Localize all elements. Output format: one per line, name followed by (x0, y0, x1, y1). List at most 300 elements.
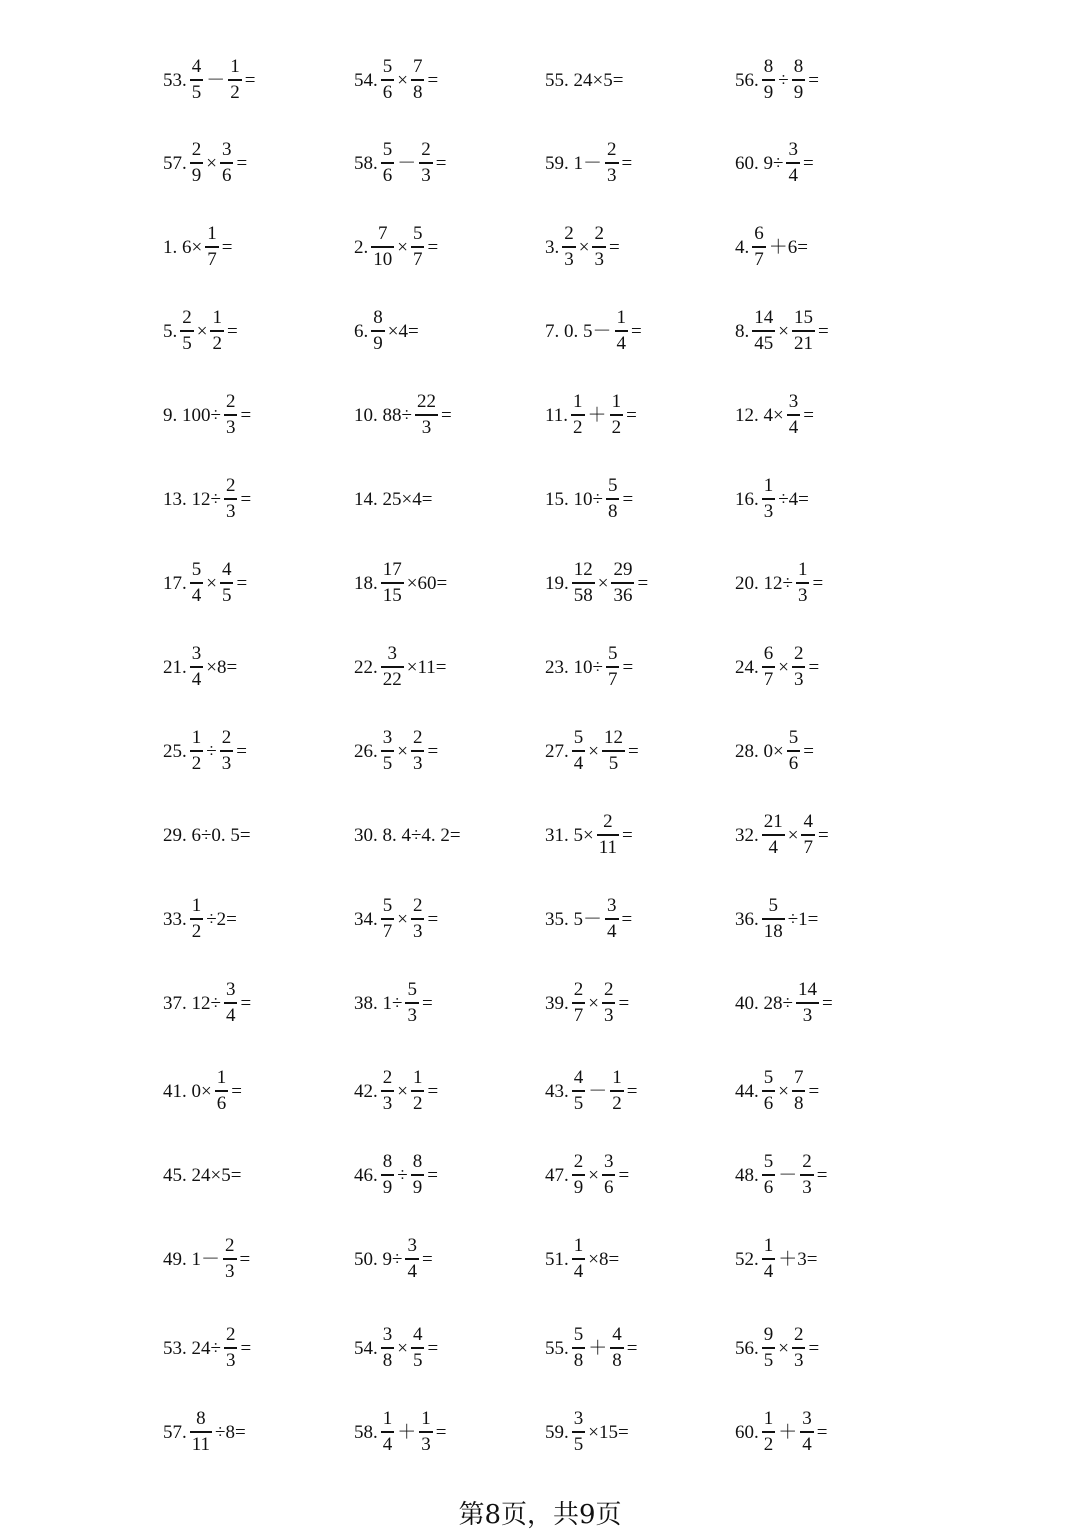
numerator: 7 (378, 223, 388, 245)
fraction (800, 1409, 814, 1454)
problem-8-3 (544, 637, 634, 697)
fraction-bar (190, 582, 204, 583)
fraction-bar (800, 1431, 814, 1432)
fraction-bar (762, 666, 776, 667)
numerator: 5 (382, 56, 393, 78)
denominator: 4 (788, 416, 799, 438)
expression-text: 8. (735, 320, 750, 342)
denominator: 3 (793, 1349, 804, 1371)
numerator: 5 (573, 1324, 584, 1346)
numerator: 1 (412, 1067, 423, 1089)
expression-text: 58. (354, 152, 378, 174)
expression-text: 46. (354, 1164, 378, 1186)
expression-text: = (427, 1164, 438, 1186)
problem-17-4 (734, 1402, 828, 1462)
fraction-bar (381, 1431, 395, 1432)
fraction (190, 140, 204, 185)
expression-text: － (778, 1164, 798, 1186)
numerator: 3 (387, 643, 397, 665)
denominator: 3 (407, 1004, 417, 1026)
numerator: 12 (603, 727, 623, 749)
fraction (411, 57, 425, 102)
denominator: 2 (230, 81, 240, 103)
page-footer: 第8页，共9页 (458, 1500, 622, 1530)
expression-text: 28. 0× (735, 740, 784, 762)
numerator: 5 (768, 895, 778, 917)
expression-text: = (817, 824, 829, 846)
numerator: 2 (412, 895, 423, 917)
expression-text: 21. (163, 656, 187, 678)
problem-12-4 (734, 973, 834, 1033)
numerator: 3 (573, 1408, 584, 1430)
expression-text: = (440, 404, 452, 426)
problem-11-3 (544, 889, 633, 949)
expression-text: ÷1= (787, 908, 819, 930)
expression-text: ＋ (588, 1337, 608, 1359)
fraction (205, 224, 219, 269)
fraction (592, 224, 606, 269)
expression-text: × (578, 236, 590, 258)
problem-1-1 (162, 50, 256, 110)
fraction-bar (381, 666, 404, 667)
numerator: 5 (382, 895, 393, 917)
fraction-bar (562, 246, 576, 247)
numerator: 3 (802, 1408, 812, 1430)
expression-text: 47. (545, 1164, 569, 1186)
numerator: 4 (573, 1067, 584, 1089)
fraction-bar (597, 834, 619, 835)
denominator: 3 (225, 416, 236, 438)
expression-text: 59. (545, 1421, 569, 1443)
numerator: 1 (763, 1408, 774, 1430)
fraction-bar (572, 750, 586, 751)
fraction-bar (224, 414, 238, 415)
fraction (381, 57, 395, 102)
problem-4-2 (353, 301, 420, 361)
expression-text: = (821, 992, 833, 1014)
expression-text: 58. (354, 1421, 378, 1443)
fraction-bar (411, 1347, 425, 1348)
numerator: 1 (212, 307, 222, 329)
problem-11-4 (734, 889, 819, 949)
problem-7-1 (162, 553, 248, 613)
denominator: 7 (803, 836, 813, 858)
denominator: 7 (763, 668, 774, 690)
expression-text: = (240, 992, 252, 1014)
expression-text: 45. 24×5= (163, 1164, 242, 1186)
expression-text: = (637, 572, 649, 594)
problem-4-4 (734, 301, 830, 361)
problem-16-4 (734, 1318, 820, 1378)
fraction (572, 1325, 586, 1370)
fraction (224, 392, 238, 437)
fraction (572, 1409, 586, 1454)
fraction-bar (787, 750, 801, 751)
fraction (762, 644, 776, 689)
denominator: 3 (594, 248, 604, 270)
denominator: 4 (616, 332, 627, 354)
fraction (220, 728, 234, 773)
expression-text: 51. (545, 1248, 569, 1270)
numerator: 2 (225, 1235, 235, 1257)
expression-text: = (631, 320, 642, 342)
fraction-bar (762, 1090, 776, 1091)
denominator: 2 (191, 920, 202, 942)
fraction (597, 812, 619, 857)
denominator: 3 (793, 668, 804, 690)
expression-text: = (803, 404, 814, 426)
expression-text: 48. (735, 1164, 759, 1186)
denominator: 6 (763, 1176, 774, 1198)
numerator: 14 (754, 307, 774, 329)
problem-9-3 (544, 721, 640, 781)
expression-text: = (812, 572, 824, 594)
fraction-bar (190, 666, 204, 667)
fraction-bar (792, 666, 806, 667)
denominator: 4 (607, 920, 617, 942)
expression-text: 5. (163, 320, 178, 342)
problem-7-2 (353, 553, 448, 613)
numerator: 6 (763, 643, 774, 665)
numerator: 4 (412, 1324, 423, 1346)
fraction (572, 560, 595, 605)
numerator: 2 (564, 223, 574, 245)
denominator: 3 (412, 752, 423, 774)
numerator: 2 (182, 307, 192, 329)
expression-text: × (397, 236, 408, 258)
expression-text: × (206, 572, 217, 594)
problem-7-4 (734, 553, 824, 613)
expression-text: ÷ (397, 1164, 408, 1186)
problem-2-1 (162, 133, 248, 193)
fraction-bar (572, 1090, 586, 1091)
problem-3-3 (544, 217, 621, 277)
numerator: 7 (412, 56, 423, 78)
numerator: 8 (196, 1408, 206, 1430)
expression-text: ÷ (778, 69, 789, 91)
expression-text: 29. 6÷0. 5= (163, 824, 251, 846)
expression-text: 60. 9÷ (735, 152, 784, 174)
problem-13-1 (162, 1061, 243, 1121)
fraction (792, 1325, 806, 1370)
expression-text: 53. (163, 69, 187, 91)
fraction-bar (602, 750, 625, 751)
numerator: 4 (191, 56, 202, 78)
fraction-bar (419, 1431, 433, 1432)
numerator: 1 (797, 559, 808, 581)
fraction-bar (228, 79, 242, 80)
denominator: 7 (382, 920, 393, 942)
expression-text: = (618, 1164, 630, 1186)
numerator: 3 (221, 139, 232, 161)
expression-text: 13. 12÷ (163, 488, 221, 510)
expression-text: × (778, 1337, 789, 1359)
numerator: 1 (207, 223, 217, 245)
numerator: 2 (573, 979, 584, 1001)
denominator: 8 (412, 81, 423, 103)
fraction (381, 1325, 395, 1370)
problem-2-3 (544, 133, 633, 193)
numerator: 8 (373, 307, 383, 329)
fraction-bar (606, 498, 620, 499)
expression-text: = (240, 1337, 252, 1359)
numerator: 17 (382, 559, 402, 581)
problem-10-3 (544, 805, 634, 865)
numerator: 1 (191, 727, 202, 749)
numerator: 2 (225, 475, 236, 497)
denominator: 3 (421, 164, 431, 186)
expression-text: ×4= (387, 320, 419, 342)
numerator: 2 (421, 139, 431, 161)
problem-8-4 (734, 637, 820, 697)
expression-text: × (397, 1337, 408, 1359)
expression-text: 55. 24×5= (545, 69, 624, 91)
expression-text: = (435, 152, 447, 174)
expression-text: 30. 8. 4÷4. 2= (354, 824, 461, 846)
numerator: 3 (225, 979, 236, 1001)
fraction-bar (792, 1347, 806, 1348)
fraction-bar (605, 918, 619, 919)
denominator: 2 (212, 332, 222, 354)
denominator: 3 (607, 164, 617, 186)
expression-text: 35. 5－ (545, 908, 603, 930)
fraction (615, 308, 629, 353)
expression-text: = (221, 236, 233, 258)
fraction-bar (411, 1174, 425, 1175)
denominator: 3 (797, 584, 808, 606)
fraction (801, 812, 815, 857)
fraction-bar (572, 1431, 586, 1432)
fraction (224, 1325, 238, 1370)
fraction-bar (405, 1002, 419, 1003)
expression-text: ＋ (778, 1421, 798, 1443)
numerator: 8 (412, 1151, 423, 1173)
fraction-bar (371, 246, 394, 247)
numerator: 5 (412, 223, 423, 245)
expression-text: 44. (735, 1080, 759, 1102)
fraction-bar (381, 79, 395, 80)
denominator: 3 (421, 1433, 431, 1455)
fraction-bar (592, 246, 606, 247)
fraction-bar (381, 918, 395, 919)
denominator: 8 (573, 1349, 584, 1371)
numerator: 3 (191, 643, 202, 665)
fraction (786, 140, 800, 185)
expression-text: = (808, 1080, 820, 1102)
denominator: 3 (225, 1260, 235, 1282)
numerator: 8 (382, 1151, 393, 1173)
problem-6-2 (353, 469, 433, 529)
denominator: 6 (382, 81, 393, 103)
denominator: 6 (216, 1092, 227, 1114)
expression-text: 1. 6× (163, 236, 203, 258)
fraction (415, 392, 438, 437)
fraction (787, 728, 801, 773)
numerator: 1 (763, 1235, 774, 1257)
expression-text: 36. (735, 908, 759, 930)
expression-text: 6. (354, 320, 369, 342)
denominator: 4 (802, 1433, 812, 1455)
problem-16-3 (544, 1318, 638, 1378)
fraction-bar (610, 414, 624, 415)
expression-text: 52. (735, 1248, 759, 1270)
fraction (796, 560, 810, 605)
fraction-bar (792, 79, 806, 80)
fraction-bar (801, 834, 815, 835)
expression-text: 14. 25×4= (354, 488, 433, 510)
fraction-bar (762, 918, 785, 919)
fraction (411, 728, 425, 773)
numerator: 3 (788, 139, 798, 161)
denominator: 3 (225, 500, 236, 522)
expression-text: 43. (545, 1080, 569, 1102)
expression-text: = (239, 1248, 251, 1270)
denominator: 8 (607, 500, 618, 522)
expression-text: ＋ (397, 1421, 417, 1443)
numerator: 5 (382, 139, 393, 161)
numerator: 1 (230, 56, 240, 78)
fraction (610, 1068, 624, 1113)
numerator: 14 (797, 979, 817, 1001)
fraction (180, 308, 194, 353)
expression-text: × (397, 740, 408, 762)
denominator: 5 (221, 584, 232, 606)
problem-8-2 (353, 637, 447, 697)
problem-15-4 (734, 1229, 818, 1289)
denominator: 45 (754, 332, 774, 354)
numerator: 2 (802, 1151, 812, 1173)
expression-text: = (626, 1337, 638, 1359)
fraction-bar (602, 1002, 616, 1003)
fraction-bar (220, 162, 234, 163)
numerator: 2 (221, 727, 232, 749)
fraction-bar (220, 750, 234, 751)
denominator: 4 (191, 668, 202, 690)
fraction-bar (572, 1002, 586, 1003)
problem-1-3 (544, 50, 624, 110)
expression-text: = (621, 908, 633, 930)
fraction (572, 1068, 586, 1113)
problem-6-1 (162, 469, 252, 529)
expression-text: 3. (545, 236, 560, 258)
expression-text: 39. (545, 992, 569, 1014)
denominator: 3 (603, 1004, 614, 1026)
numerator: 5 (607, 475, 618, 497)
expression-text: = (236, 740, 247, 762)
denominator: 3 (564, 248, 574, 270)
expression-text: 33. (163, 908, 187, 930)
expression-text: × (397, 69, 408, 91)
problem-17-3 (544, 1402, 630, 1462)
expression-text: × (778, 320, 789, 342)
denominator: 6 (603, 1176, 614, 1198)
fraction (224, 476, 238, 521)
fraction-bar (615, 330, 629, 331)
fraction (572, 980, 586, 1025)
numerator: 3 (607, 895, 617, 917)
denominator: 3 (412, 920, 423, 942)
denominator: 11 (598, 836, 618, 858)
fraction (210, 308, 224, 353)
denominator: 8 (793, 1092, 804, 1114)
fraction-bar (792, 330, 815, 331)
expression-text: × (588, 992, 599, 1014)
numerator: 1 (612, 1067, 622, 1089)
numerator: 8 (793, 56, 804, 78)
denominator: 9 (573, 1176, 584, 1198)
fraction-bar (190, 750, 204, 751)
fraction-bar (762, 1174, 776, 1175)
fraction (224, 980, 238, 1025)
fraction (371, 308, 385, 353)
denominator: 5 (573, 1092, 584, 1114)
expression-text: 19. (545, 572, 569, 594)
expression-text: = (816, 1164, 828, 1186)
fraction-bar (786, 162, 800, 163)
fraction (572, 1152, 586, 1197)
fraction-bar (190, 162, 204, 163)
expression-text: = (626, 404, 637, 426)
fraction (411, 224, 425, 269)
expression-text: 2. (354, 236, 369, 258)
expression-text: 18. (354, 572, 378, 594)
problem-3-1 (162, 217, 233, 277)
fraction-bar (411, 918, 425, 919)
numerator: 1 (763, 475, 774, 497)
expression-text: 9. 100÷ (163, 404, 221, 426)
problem-7-3 (544, 553, 649, 613)
denominator: 2 (573, 416, 583, 438)
denominator: 6 (763, 1092, 774, 1114)
fraction (190, 560, 204, 605)
fraction (762, 1152, 776, 1197)
expression-text: ＋3= (778, 1248, 818, 1270)
fraction (605, 896, 619, 941)
expression-text: ×60= (406, 572, 448, 594)
denominator: 9 (382, 1176, 393, 1198)
expression-text: = (421, 992, 433, 1014)
expression-text: = (626, 1080, 638, 1102)
numerator: 3 (382, 1324, 393, 1346)
expression-text: 31. 5× (545, 824, 594, 846)
expression-text: 16. (735, 488, 759, 510)
denominator: 8 (382, 1349, 393, 1371)
fraction (411, 896, 425, 941)
expression-text: = (808, 656, 820, 678)
denominator: 3 (802, 1004, 813, 1026)
fraction-bar (180, 330, 194, 331)
expression-text: = (236, 572, 248, 594)
expression-text: 54. (354, 1337, 378, 1359)
expression-text: = (231, 1080, 242, 1102)
fraction-bar (381, 162, 395, 163)
expression-text: × (206, 152, 217, 174)
fraction-bar (371, 330, 385, 331)
denominator: 6 (382, 164, 393, 186)
fraction-bar (762, 834, 785, 835)
numerator: 3 (407, 1235, 417, 1257)
fraction (411, 1152, 425, 1197)
fraction-bar (762, 79, 776, 80)
fraction (762, 1325, 776, 1370)
problem-3-2 (353, 217, 439, 277)
problem-13-3 (544, 1061, 638, 1121)
fraction-bar (411, 79, 425, 80)
problem-3-4 (734, 217, 809, 277)
denominator: 5 (191, 81, 202, 103)
denominator: 9 (763, 81, 774, 103)
fraction-bar (381, 750, 395, 751)
